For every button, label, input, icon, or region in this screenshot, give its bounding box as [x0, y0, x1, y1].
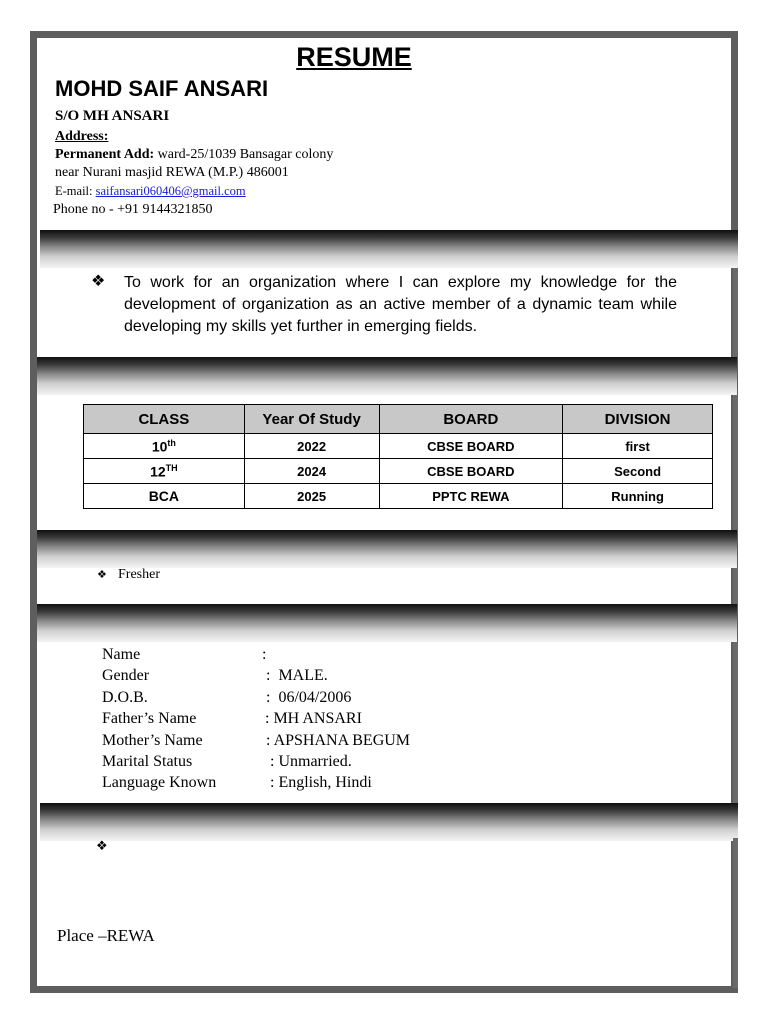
table-header-cell: BOARD [379, 405, 563, 434]
band-edge [733, 268, 738, 358]
permanent-address-label: Permanent Add: [55, 147, 155, 162]
address-label: Address: [55, 129, 109, 144]
section-band-experience [37, 530, 737, 568]
band-edge [733, 395, 738, 530]
table-cell-division: Running [563, 484, 713, 509]
objective-bullet-icon: ❖ [91, 273, 106, 290]
class-value: 12 [150, 463, 166, 480]
detail-label: Mother’s Name [102, 731, 203, 749]
class-suffix: TH [165, 462, 178, 473]
detail-row [102, 644, 410, 665]
section-band-declaration [40, 803, 738, 841]
detail-value: : [262, 646, 267, 663]
table-row [84, 484, 713, 509]
detail-value: : 06/04/2006 [262, 688, 352, 706]
table-cell-class [84, 434, 245, 459]
table-row [84, 434, 713, 459]
detail-row [102, 751, 410, 772]
table-cell-year: 2024 [244, 459, 379, 484]
detail-value: : Unmarried. [262, 753, 352, 771]
email-link[interactable]: saifansari060406@gmail.com [95, 184, 246, 198]
permanent-address [55, 146, 333, 164]
candidate-name: MOHD SAIF ANSARI [55, 76, 269, 101]
detail-label: Language Known [102, 774, 217, 792]
detail-label: Name [102, 646, 141, 663]
declaration-bullet-icon: ❖ [96, 838, 108, 853]
email-line [55, 182, 246, 200]
class-suffix: th [167, 437, 176, 448]
table-cell-year: 2025 [244, 484, 379, 509]
detail-row [102, 772, 410, 793]
personal-details [102, 644, 410, 794]
detail-value: : APSHANA BEGUM [262, 731, 411, 749]
detail-value: : English, Hindi [262, 774, 372, 792]
table-cell-year: 2022 [244, 434, 379, 459]
table-header-row [84, 405, 713, 434]
experience-bullet-icon: ❖ [97, 569, 107, 581]
table-header-cell: CLASS [84, 405, 245, 434]
email-label: E-mail: [55, 184, 96, 198]
band-edge [733, 568, 738, 604]
experience-text: Fresher [118, 567, 160, 582]
detail-value: : MALE. [262, 667, 328, 685]
detail-value: : MH ANSARI [265, 710, 362, 728]
permanent-address-value: ward-25/1039 Bansagar colony [154, 147, 334, 162]
phone-line: Phone no - +91 9144321850 [53, 202, 213, 217]
table-cell-board: CBSE BOARD [379, 434, 563, 459]
table-header-cell: DIVISION [563, 405, 713, 434]
section-band-objective [40, 230, 738, 268]
resume-title: RESUME [296, 42, 412, 72]
education-table [83, 404, 713, 509]
table-cell-board: CBSE BOARD [379, 459, 563, 484]
class-value: BCA [148, 488, 180, 504]
detail-row [102, 687, 410, 708]
table-row [84, 459, 713, 484]
table-cell-board: PPTC REWA [379, 484, 563, 509]
address-line-2: near Nurani masjid REWA (M.P.) 486001 [55, 165, 289, 180]
class-value: 10 [151, 438, 168, 455]
band-edge [733, 838, 738, 988]
table-header-cell: Year Of Study [244, 405, 379, 434]
detail-label: Marital Status [102, 753, 193, 771]
detail-label: D.O.B. [102, 688, 148, 706]
detail-label: Father’s Name [102, 710, 197, 728]
parent-name: S/O MH ANSARI [55, 108, 170, 124]
table-cell-division: Second [563, 459, 713, 484]
place-text: Place –REWA [57, 926, 155, 945]
table-cell-class [84, 484, 245, 509]
table-cell-class [84, 459, 245, 484]
detail-row [102, 708, 410, 729]
table-cell-division: first [563, 434, 713, 459]
objective-text: To work for an organization where I can explore my knowledge for the development of organization as an active member of a dynamic team while developing my skills yet further in emerging fields. [124, 274, 677, 335]
detail-row [102, 665, 410, 686]
detail-label: Gender [102, 667, 150, 685]
section-band-education [37, 357, 737, 395]
band-edge [733, 642, 738, 804]
detail-row [102, 730, 410, 751]
section-band-personal [37, 604, 737, 642]
